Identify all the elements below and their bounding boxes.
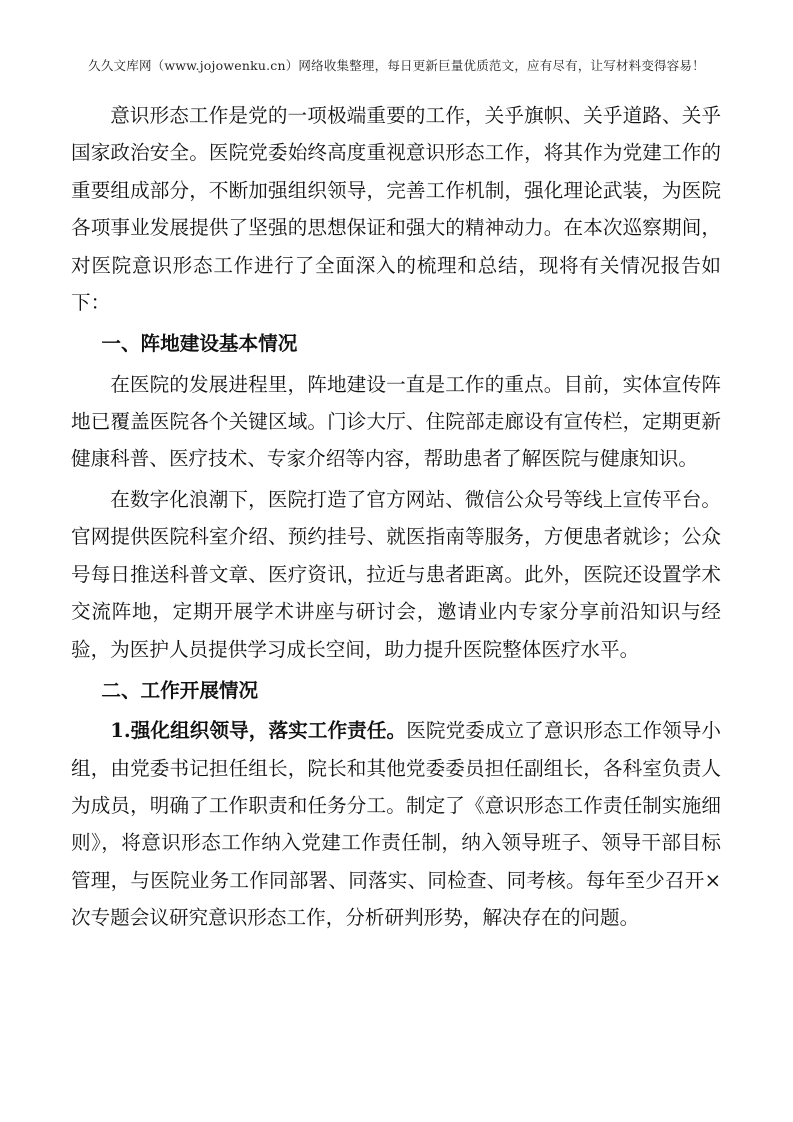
section-1-paragraph-2: 在数字化浪潮下，医院打造了官方网站、微信公众号等线上宣传平台。官网提供医院科室介绍、预约挂号、就医指南等服务，方便患者就诊；公众号每日推送科普文章、医疗资讯，拉近与患者距离。此外，医院还设置学术交流阵地，定期开展学术讲座与研讨会，邀请业内专家分享前沿知识与经验，为医护人员提供学习成长空间，助力提升医院整体医疗水平。 [71,488,721,661]
section-2-item-1-text: 医院党委成立了意识形态工作领导小组，由党委书记担任组长，院长和其他党委委员担任副组长，各科室负责人为成员，明确了工作职责和任务分工。制定了《意识形态工作责任制实施细则》，将意识形态工作纳入党建工作责任制，纳入领导班子、领导干部目标管理，与医院业务工作同部署、同落实、同检查、同考核。每年至少召开×次专题会议研究意识形态工作，分析研判形势，解决存在的问题。 [71,719,721,930]
document-body [71,97,721,937]
section-1-heading: 一、阵地建设基本情况 [101,332,298,356]
section-2-item-1-lead: 1.强化组织领导，落实工作责任。 [110,719,407,743]
section-1-paragraph-1: 在医院的发展进程里，阵地建设一直是工作的重点。目前，实体宣传阵地已覆盖医院各个关键区域。门诊大厅、住院部走廊设有宣传栏，定期更新健康科普、医疗技术、专家介绍等内容，帮助患者了解医院与健康知识。 [71,372,721,471]
section-2-heading: 二、工作开展情况 [101,678,259,702]
intro-paragraph: 意识形态工作是党的一项极端重要的工作，关乎旗帜、关乎道路、关乎国家政治安全。医院党委始终高度重视意识形态工作，将其作为党建工作的重要组成部分，不断加强组织领导，完善工作机制，强化理论武装，为医院各项事业发展提供了坚强的思想保证和强大的精神动力。在本次巡察期间，对医院意识形态工作进行了全面深入的梳理和总结，现将有关情况报告如下： [71,104,721,315]
section-2-item-1 [71,712,721,936]
page-header: 久久文库网（www.jojowenku.cn）网络收集整理，每日更新巨量优质范文，应有尽有，让写材料变得容易！ [88,58,705,73]
